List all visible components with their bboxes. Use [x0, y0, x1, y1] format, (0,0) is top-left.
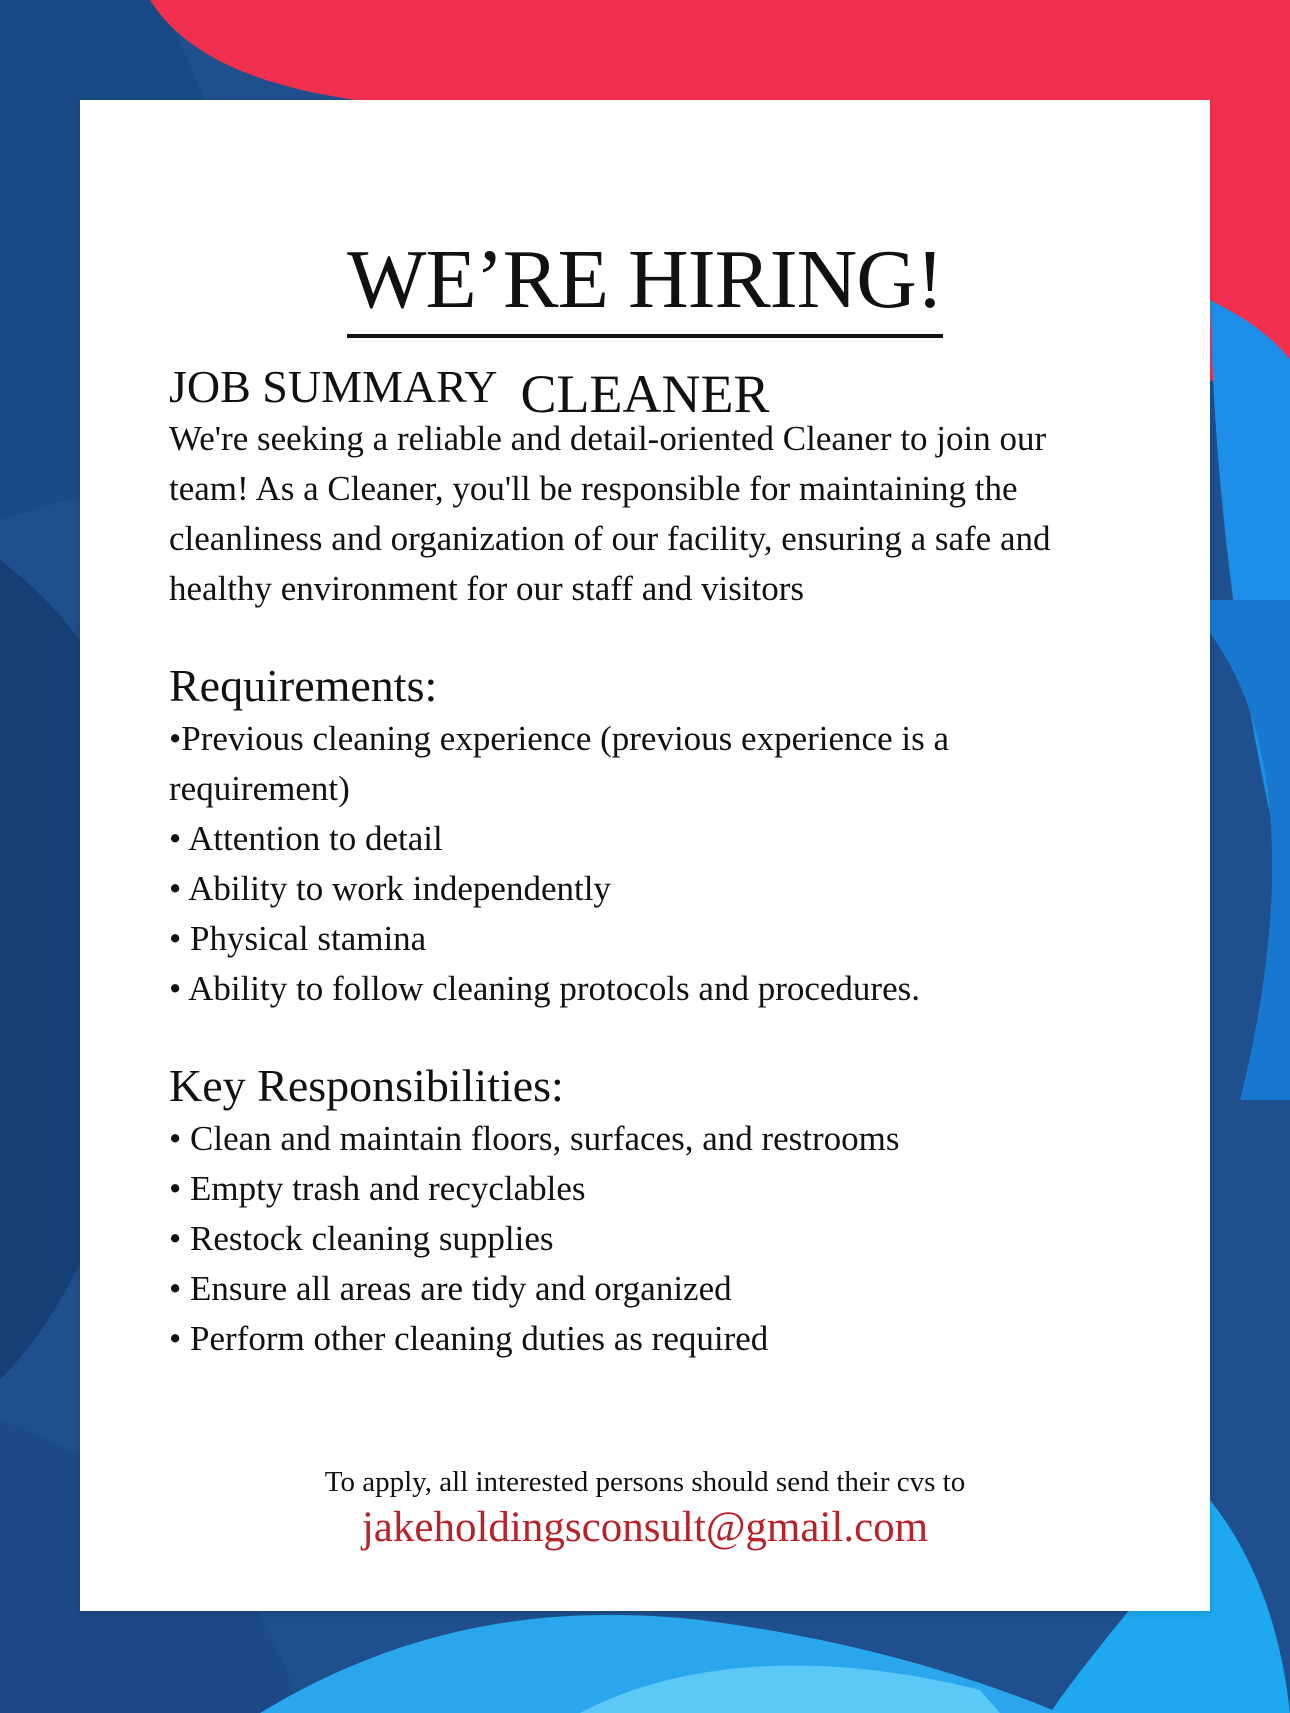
summary-line: healthy environment for our staff and visitors: [169, 569, 805, 608]
headline-text: WE’RE HIRING!: [347, 238, 943, 338]
job-details: [169, 360, 1159, 1364]
list-item: • Attention to detail: [169, 819, 443, 858]
list-item: • Ability to work independently: [169, 869, 611, 908]
list-item: • Empty trash and recyclables: [169, 1169, 586, 1208]
job-summary-text: [169, 414, 1159, 614]
list-item: • Clean and maintain floors, surfaces, and restrooms: [169, 1119, 900, 1158]
summary-line: team! As a Cleaner, you'll be responsible for maintaining the: [169, 469, 1018, 508]
summary-line: We're seeking a reliable and detail-oriented Cleaner to join our: [169, 419, 1047, 458]
list-item: •Previous cleaning experience (previous experience is a: [169, 719, 949, 758]
headline: [80, 233, 1210, 338]
job-position-title: CLEANER: [520, 364, 770, 424]
list-item: • Restock cleaning supplies: [169, 1219, 554, 1258]
job-summary-heading: JOB SUMMARY: [169, 361, 498, 412]
list-item: • Physical stamina: [169, 919, 427, 958]
list-item: requirement): [169, 769, 350, 808]
list-item: • Ensure all areas are tidy and organized: [169, 1269, 732, 1308]
requirements-list: [169, 714, 1159, 1014]
responsibilities-list: [169, 1114, 1159, 1364]
requirements-heading: Requirements:: [169, 660, 438, 711]
responsibilities-heading: Key Responsibilities:: [169, 1060, 564, 1111]
apply-email-link[interactable]: jakeholdingsconsult@gmail.com: [361, 1504, 929, 1551]
apply-instructions: To apply, all interested persons should send their cvs to: [324, 1466, 966, 1498]
summary-line: cleanliness and organization of our facility, ensuring a safe and: [169, 519, 1051, 558]
list-item: • Ability to follow cleaning protocols and procedures.: [169, 969, 920, 1008]
list-item: • Perform other cleaning duties as required: [169, 1319, 769, 1358]
job-posting-card: [80, 100, 1210, 1611]
